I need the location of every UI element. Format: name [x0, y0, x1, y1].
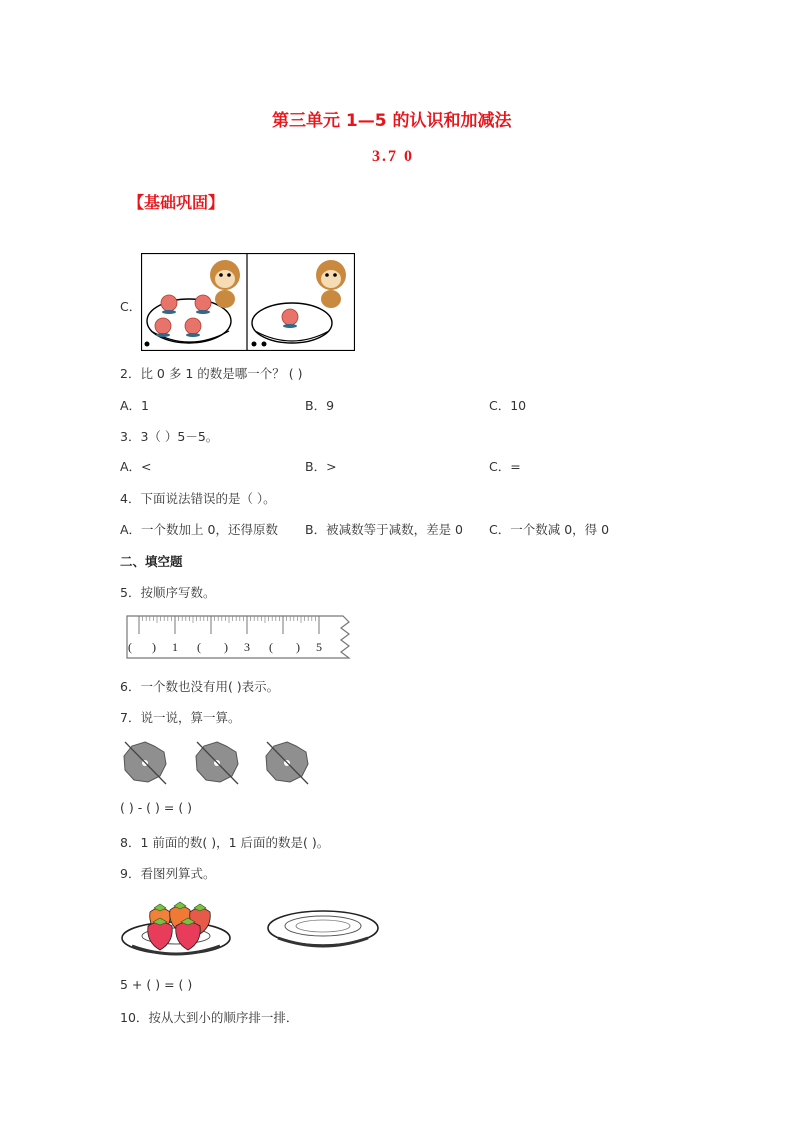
svg-text:3: 3 [244, 640, 250, 654]
ruler-label: ( [128, 640, 132, 654]
section-fill-blank: 二、填空题 [120, 554, 183, 569]
page-subtitle: 3.7 0 [372, 148, 414, 165]
q1-figure [141, 253, 355, 351]
q3-option-c: C．= [489, 459, 521, 474]
q7-equation: ( ) - ( ) = ( ) [120, 800, 193, 815]
svg-text:(: ( [269, 640, 273, 654]
monkey-peach-illustration [141, 253, 355, 351]
ruler-figure [125, 614, 353, 660]
flowers-illustration [120, 738, 320, 788]
q2-option-c: C．10 [489, 398, 527, 413]
q4-stem: 4．下面说法错误的是（ ）。 [120, 491, 276, 506]
strawberry-plates-figure [120, 898, 380, 964]
q9-stem: 9．看图列算式。 [120, 866, 216, 881]
strawberry-plates-illustration [120, 898, 380, 964]
svg-text:): ) [224, 640, 228, 654]
q2-option-b: B．9 [305, 398, 335, 413]
ruler-illustration [125, 614, 353, 660]
svg-text:(: ( [197, 640, 201, 654]
q4-option-b: B．被减数等于减数，差是 0 [305, 522, 464, 537]
q9-equation: 5 + ( ) = ( ) [120, 977, 193, 992]
q10-stem: 10．按从大到小的顺序排一排． [120, 1010, 299, 1025]
crossed-flowers-figure [120, 738, 320, 788]
q1-option-c-label: C． [120, 299, 142, 314]
page-title: 第三单元 1—5 的认识和加减法 [272, 111, 512, 131]
q4-option-a: A．一个数加上 0，还得原数 [120, 522, 278, 537]
q2-option-a: A．1 [120, 398, 150, 413]
svg-text:1: 1 [172, 640, 178, 654]
q5-stem: 5．按顺序写数。 [120, 585, 216, 600]
svg-text:): ) [296, 640, 300, 654]
section-basic: 【基础巩固】 [128, 193, 225, 212]
q7-stem: 7．说一说，算一算。 [120, 710, 241, 725]
q6-stem: 6．一个数也没有用( )表示。 [120, 679, 280, 694]
svg-text:5: 5 [316, 640, 322, 654]
q3-option-a: A．< [120, 459, 152, 474]
q4-option-c: C．一个数减 0，得 0 [489, 522, 610, 537]
q3-stem: 3．3（ ）5－5。 [120, 429, 219, 444]
svg-text:): ) [152, 640, 156, 654]
q2-stem: 2．比 0 多 1 的数是哪一个？ ( ) [120, 366, 303, 381]
q8-stem: 8．1 前面的数( )，1 后面的数是( )。 [120, 835, 330, 850]
q3-option-b: B．> [305, 459, 337, 474]
